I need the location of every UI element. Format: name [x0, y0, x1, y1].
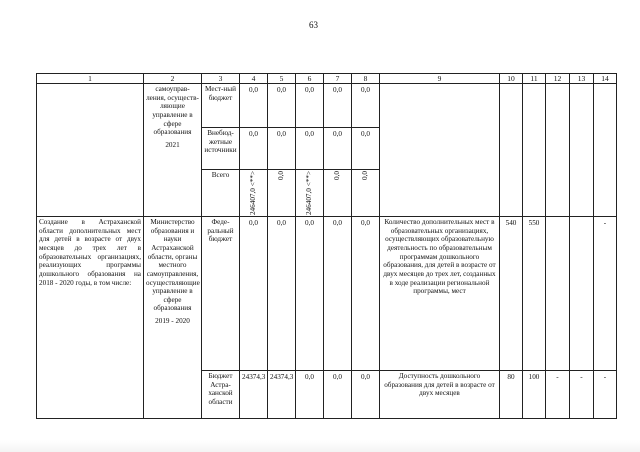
value-cell: -	[594, 371, 617, 419]
value-cell: 0,0	[324, 84, 352, 128]
value-cell: 0,0	[296, 128, 324, 170]
indicator-cell	[380, 84, 500, 217]
value-cell: 0,0	[352, 84, 380, 128]
value-cell	[352, 170, 380, 217]
value-cell	[268, 170, 296, 217]
value-cell	[296, 170, 324, 217]
value-cell	[570, 217, 594, 371]
period-text: 2021	[165, 140, 180, 149]
empty-cell	[570, 84, 594, 217]
value-cell	[546, 217, 570, 371]
value-cell: 540	[500, 217, 523, 371]
value-cell: 0,0	[268, 128, 296, 170]
value-cell: 24374,3	[268, 371, 296, 419]
value-cell	[240, 170, 268, 217]
header-cell: 2	[144, 74, 202, 84]
empty-cell	[546, 84, 570, 217]
responsible-cell	[144, 84, 202, 217]
value-cell: 0,0	[268, 217, 296, 371]
value-text: 0,0	[277, 171, 286, 180]
header-cell: 5	[268, 74, 296, 84]
table-row	[37, 217, 617, 371]
value-cell: 0,0	[352, 217, 380, 371]
indicator-cell: Доступность дошкольного образования для детей в возрасте от двух месяцев	[380, 371, 500, 419]
program-table	[36, 73, 617, 419]
value-cell: 550	[523, 217, 546, 371]
header-cell: 3	[202, 74, 240, 84]
responsible-cell	[144, 217, 202, 419]
value-cell: 0,0	[352, 371, 380, 419]
value-text: 0,0	[333, 171, 342, 180]
value-cell: 0,0	[352, 128, 380, 170]
value-cell: -	[594, 217, 617, 371]
value-cell: 0,0	[296, 84, 324, 128]
value-text: 0,0	[361, 171, 370, 180]
value-cell	[324, 170, 352, 217]
empty-cell	[37, 84, 144, 217]
value-cell: 0,0	[268, 84, 296, 128]
header-cell: 1	[37, 74, 144, 84]
header-cell: 10	[500, 74, 523, 84]
header-cell: 11	[523, 74, 546, 84]
table-row	[37, 84, 617, 128]
responsible-text: Министерство образования и науки Астраханской области, органы местного самоуправления, осуществляющие управление в сфере образования	[146, 218, 200, 313]
indicator-cell: Количество дополнительных мест в образовательных организациях, осуществляющих образовательную деятельность по образовательным программам дошкольного образования, для детей в возрасте от двух месяцев до трех лет, созданных в ходе реализации региональной программы, мест	[380, 217, 500, 371]
source-cell: Всего	[202, 170, 240, 217]
value-cell: 0,0	[296, 371, 324, 419]
value-text: 246407,0 <**>	[305, 171, 314, 216]
scan-edge	[0, 440, 640, 452]
source-cell: Бюджет Астра-ханской области	[202, 371, 240, 419]
empty-cell	[500, 84, 523, 217]
responsible-text: самоуправ-ления, осуществ-ляющие управление в сфере образования	[146, 85, 199, 137]
value-cell: 0,0	[240, 128, 268, 170]
value-cell: 100	[523, 371, 546, 419]
empty-cell	[594, 84, 617, 217]
source-cell: Внебюд-жетные источники	[202, 128, 240, 170]
header-cell: 8	[352, 74, 380, 84]
page-number: 63	[309, 20, 318, 30]
value-cell: 80	[500, 371, 523, 419]
header-cell: 6	[296, 74, 324, 84]
empty-cell	[523, 84, 546, 217]
header-cell: 9	[380, 74, 500, 84]
value-cell: 24374,3	[240, 371, 268, 419]
header-cell: 4	[240, 74, 268, 84]
value-cell: 0,0	[240, 84, 268, 128]
activity-cell: Создание в Астраханской области дополнительных мест для детей в возрасте от двух месяцев до трех лет в образовательных организациях, реализующих программы дошкольного образования на 2018 - 2020 годы, в том числе:	[37, 217, 144, 419]
value-cell: -	[570, 371, 594, 419]
header-row	[37, 74, 617, 84]
value-cell: 0,0	[240, 217, 268, 371]
source-cell: Мест-ный бюджет	[202, 84, 240, 128]
header-cell: 7	[324, 74, 352, 84]
period-text: 2019 - 2020	[155, 317, 190, 326]
header-cell: 14	[594, 74, 617, 84]
value-cell: 0,0	[296, 217, 324, 371]
value-cell: -	[546, 371, 570, 419]
value-cell: 0,0	[324, 128, 352, 170]
header-cell: 12	[546, 74, 570, 84]
source-cell: Феде-ральный бюджет	[202, 217, 240, 371]
header-cell: 13	[570, 74, 594, 84]
value-cell: 0,0	[324, 371, 352, 419]
value-cell: 0,0	[324, 217, 352, 371]
value-text: 246407,0 <**>	[249, 171, 258, 216]
